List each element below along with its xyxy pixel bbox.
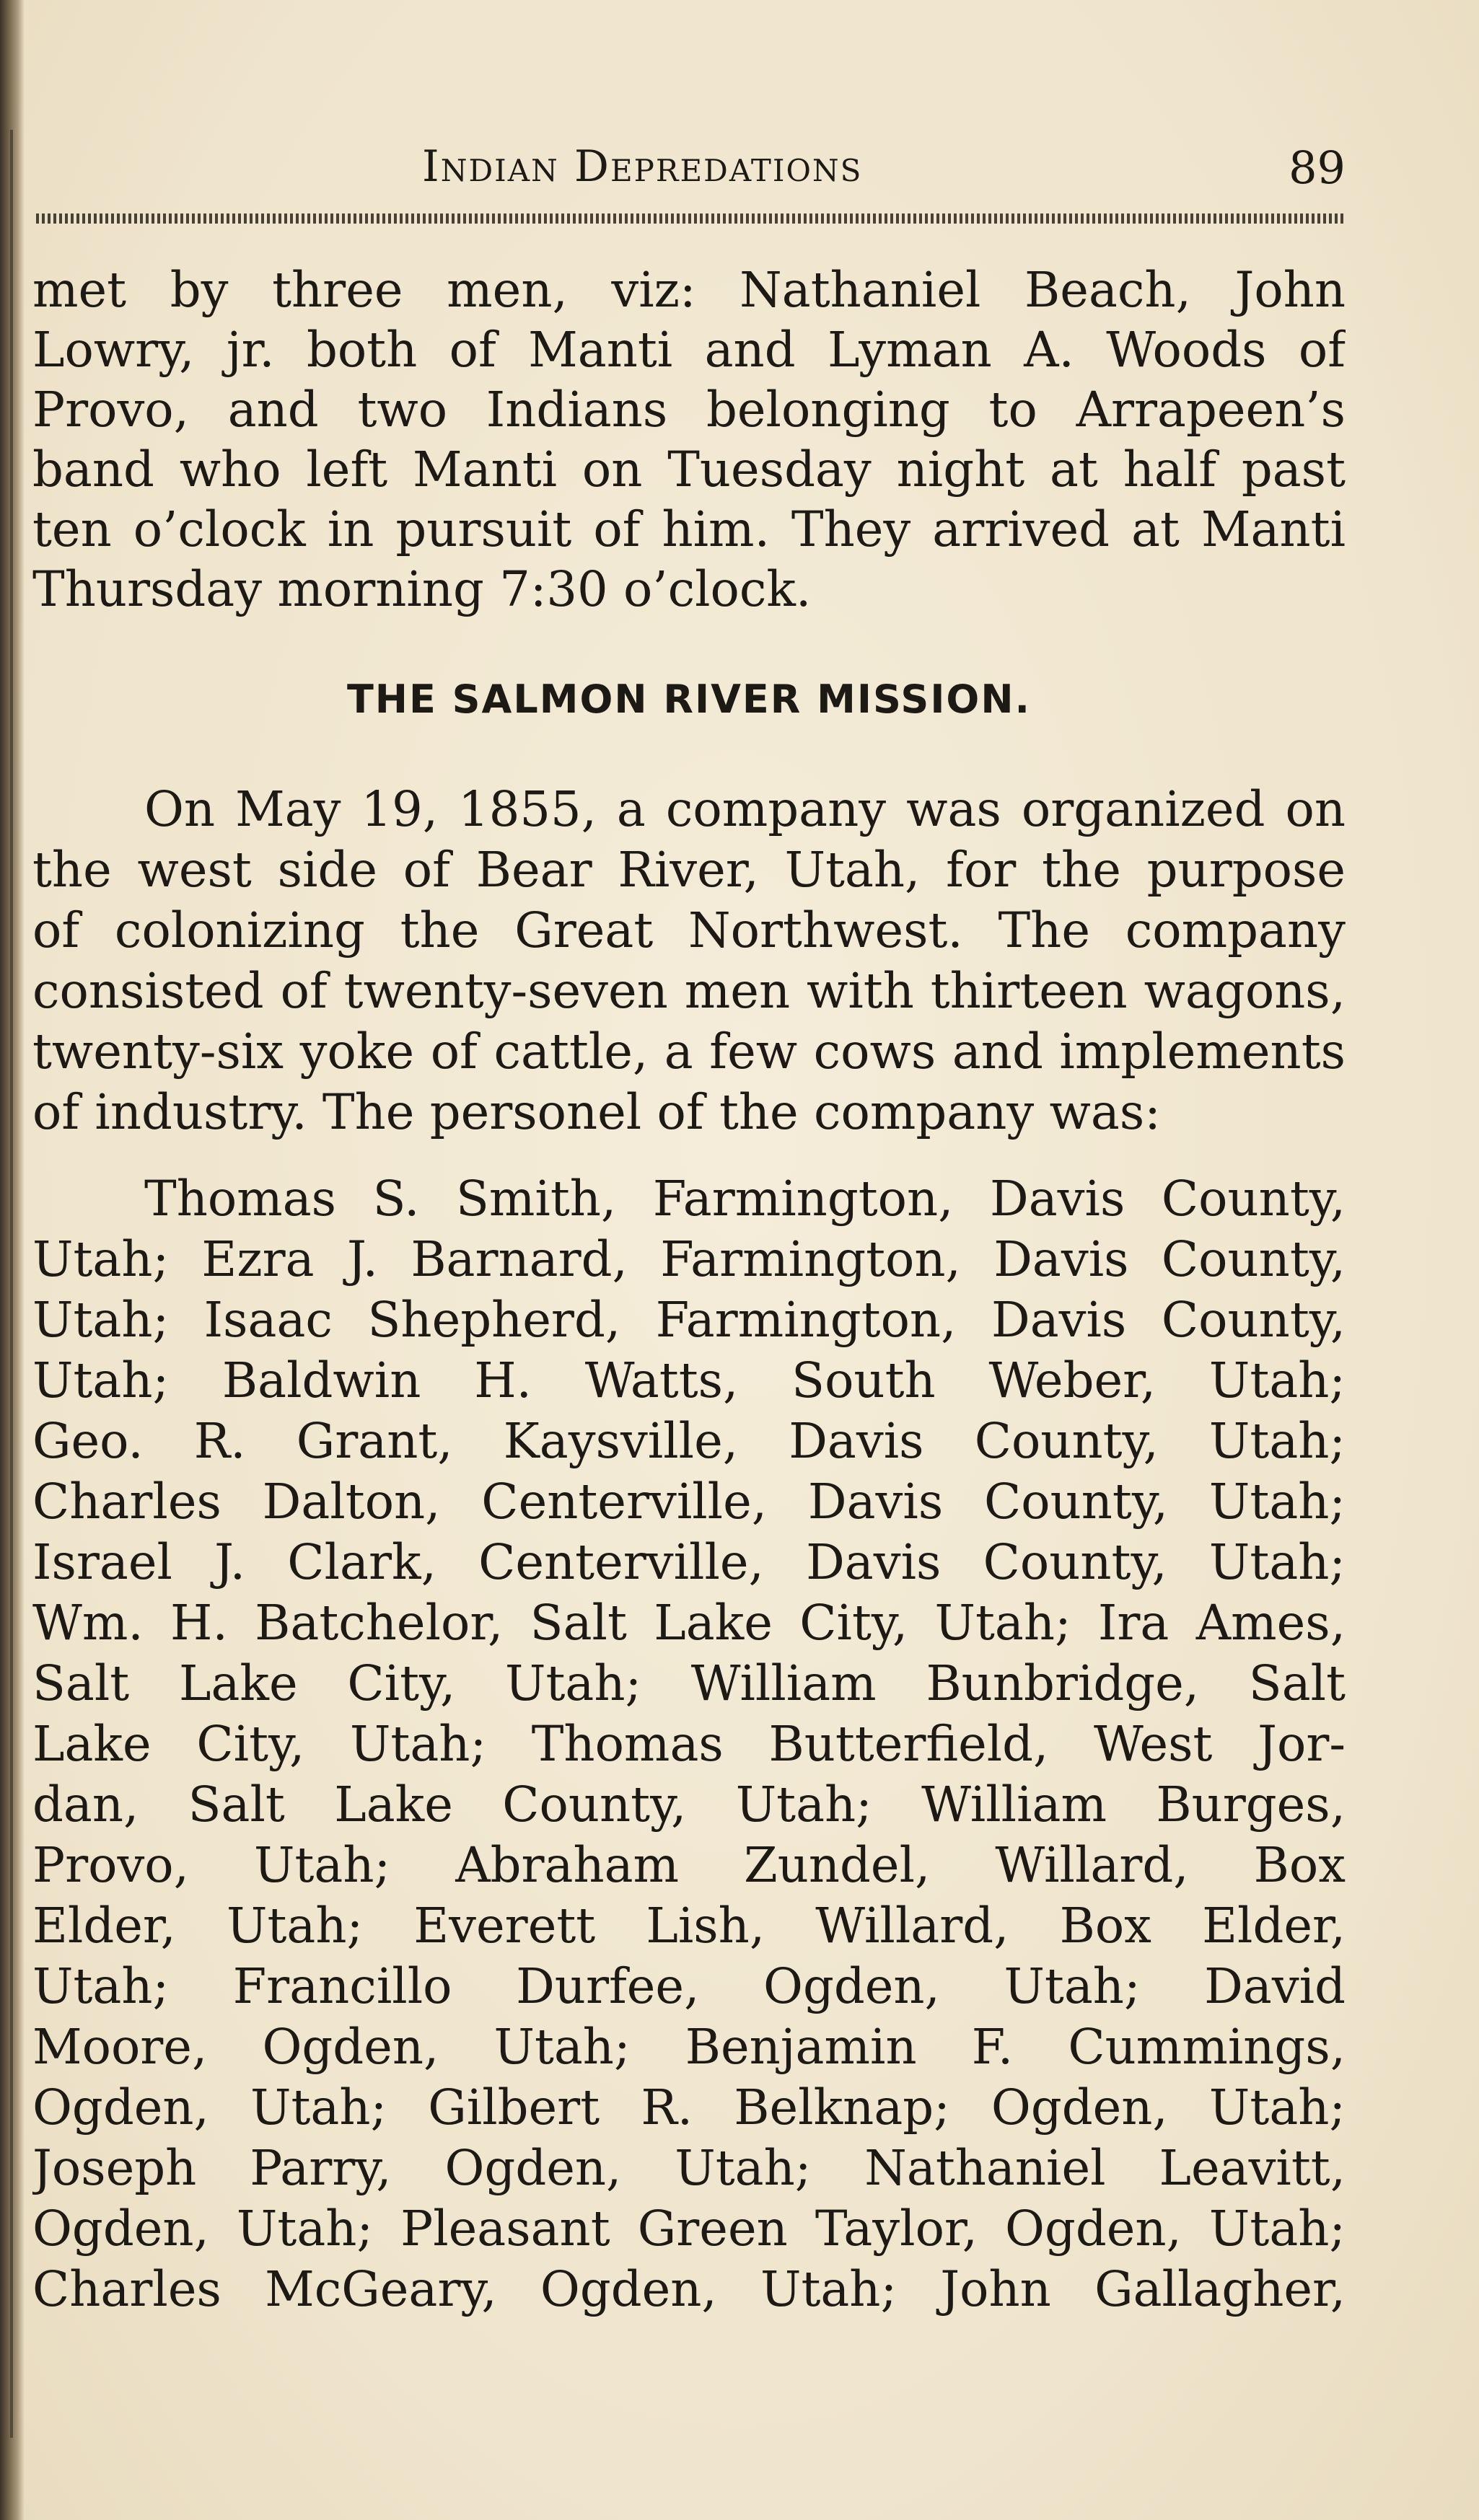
text-line: consisted of twenty-seven men with thirteen wagons, — [32, 963, 1346, 1019]
text-line: Moore, Ogden, Utah; Benjamin F. Cummings, — [32, 2019, 1346, 2075]
page-number: 89 — [1289, 141, 1346, 194]
text-line: of colonizing the Great Northwest. The company — [32, 902, 1346, 959]
text-line: dan, Salt Lake County, Utah; William Burges, — [32, 1776, 1346, 1833]
text-line: Utah; Francillo Durfee, Ogden, Utah; David — [32, 1958, 1346, 2014]
section-heading: THE SALMON RIVER MISSION. — [346, 677, 1032, 722]
text-line: met by three men, viz: Nathaniel Beach, John — [32, 262, 1346, 318]
running-title: Indian Depredations — [422, 141, 863, 192]
text-line: Provo, and two Indians belonging to Arrapeen’s — [32, 382, 1346, 438]
text-line: Wm. H. Batchelor, Salt Lake City, Utah; Ira Ames, — [32, 1595, 1346, 1651]
text-line: On May 19, 1855, a company was organized on — [144, 781, 1346, 837]
text-line: Utah; Baldwin H. Watts, South Weber, Utah; — [32, 1352, 1346, 1409]
text-line: Utah; Ezra J. Barnard, Farmington, Davis County, — [32, 1231, 1346, 1287]
header-rule — [36, 213, 1346, 224]
text-line: Ogden, Utah; Gilbert R. Belknap; Ogden, Utah; — [32, 2079, 1346, 2136]
text-line: Charles Dalton, Centerville, Davis County, Utah; — [32, 1473, 1346, 1530]
text-line: band who left Manti on Tuesday night at half past — [32, 441, 1346, 498]
text-line: Ogden, Utah; Pleasant Green Taylor, Ogden, Utah; — [32, 2200, 1346, 2257]
text-line: Elder, Utah; Everett Lish, Willard, Box Elder, — [32, 1898, 1346, 1954]
text-line: Lowry, jr. both of Manti and Lyman A. Woods of — [32, 322, 1346, 378]
binding-shadow-line — [10, 130, 13, 2438]
text-line: Lake City, Utah; Thomas Butterfield, West Jor- — [32, 1716, 1346, 1772]
text-line: Geo. R. Grant, Kaysville, Davis County, Utah; — [32, 1413, 1346, 1469]
running-header — [32, 141, 1346, 206]
text-line: Thursday morning 7:30 o’clock. — [32, 561, 812, 617]
text-line: Utah; Isaac Shepherd, Farmington, Davis County, — [32, 1292, 1346, 1348]
text-line: Israel J. Clark, Centerville, Davis County, Utah; — [32, 1534, 1346, 1590]
text-line: Provo, Utah; Abraham Zundel, Willard, Box — [32, 1837, 1346, 1893]
text-line: Salt Lake City, Utah; William Bunbridge, Salt — [32, 1655, 1346, 1711]
text-line: the west side of Bear River, Utah, for the purpose — [32, 842, 1346, 898]
text-line: Thomas S. Smith, Farmington, Davis County, — [144, 1171, 1346, 1227]
text-line: twenty-six yoke of cattle, a few cows and implements — [32, 1023, 1346, 1080]
text-line: Charles McGeary, Ogden, Utah; John Gallagher, — [32, 2261, 1346, 2317]
text-line: of industry. The personel of the company was: — [32, 1084, 1161, 1140]
text-line: Joseph Parry, Ogden, Utah; Nathaniel Leavitt, — [32, 2140, 1346, 2196]
text-line: ten o’clock in pursuit of him. They arrived at Manti — [32, 501, 1346, 558]
